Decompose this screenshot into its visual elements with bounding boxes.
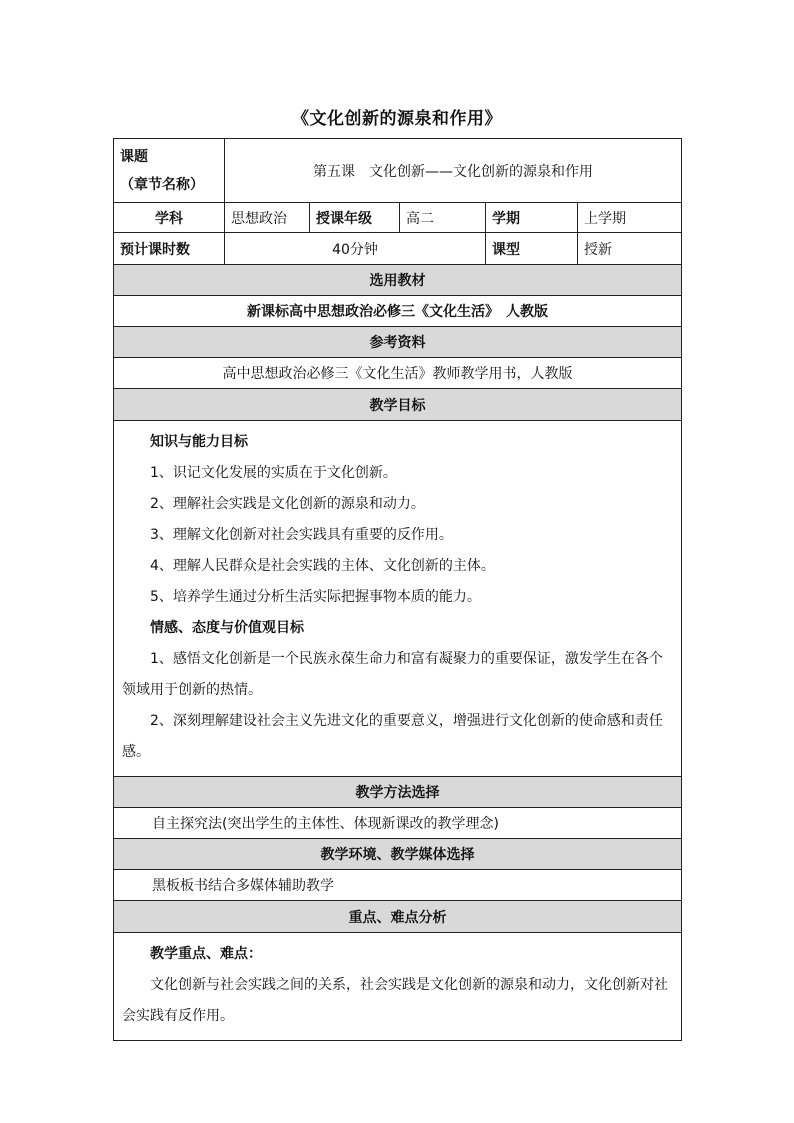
topic-label: 课题 <box>120 148 148 165</box>
goal-item: 5、培养学生通过分析生活实际把握事物本质的能力。 <box>150 589 481 605</box>
goal-item: 4、理解人民群众是社会实践的主体、文化创新的主体。 <box>150 558 495 574</box>
textbook-row <box>114 296 682 327</box>
method-heading-row <box>114 777 682 808</box>
focus-sub-heading: 教学重点、难点： <box>150 946 262 962</box>
hours-row <box>114 233 682 265</box>
goals-heading-row <box>114 389 682 421</box>
topic-value: 第五课 文化创新——文化创新的源泉和作用 <box>225 139 682 203</box>
goals-knowledge-heading: 知识与能力目标 <box>150 434 248 450</box>
reference-row <box>114 358 682 389</box>
reference-value: 高中思想政治必修三《文化生活》教师教学用书，人教版 <box>114 358 682 389</box>
textbook-heading: 选用教材 <box>114 265 682 296</box>
focus-value: 文化创新与社会实践之间的关系，社会实践是文化创新的源泉和动力，文化创新对社会实践有反作用。 <box>122 977 668 1024</box>
grade-value: 高二 <box>400 203 486 233</box>
goal-item: 3、理解文化创新对社会实践具有重要的反作用。 <box>150 527 453 543</box>
focus-heading-row <box>114 901 682 933</box>
focus-heading: 重点、难点分析 <box>114 901 682 933</box>
hours-value: 40分钟 <box>225 233 486 265</box>
grade-label: 授课年级 <box>310 203 400 233</box>
media-heading: 教学环境、教学媒体选择 <box>114 839 682 870</box>
goal-item: 1、感悟文化创新是一个民族永葆生命力和富有凝聚力的重要保证，激发学生在各个领域用于创新的热情。 <box>122 651 663 698</box>
goals-row <box>114 421 682 777</box>
term-value: 上学期 <box>578 203 682 233</box>
media-heading-row <box>114 839 682 870</box>
focus-content <box>114 933 682 1041</box>
media-value: 黑板板书结合多媒体辅助教学 <box>114 870 682 901</box>
goal-item: 2、理解社会实践是文化创新的源泉和动力。 <box>150 496 425 512</box>
hours-label: 预计课时数 <box>114 233 225 265</box>
type-label: 课型 <box>486 233 578 265</box>
media-row <box>114 870 682 901</box>
method-row <box>114 808 682 839</box>
reference-heading: 参考资料 <box>114 327 682 358</box>
topic-row <box>114 139 682 203</box>
reference-heading-row <box>114 327 682 358</box>
subject-row <box>114 203 682 233</box>
subject-label: 学科 <box>114 203 225 233</box>
method-value: 自主探究法(突出学生的主体性、体现新课改的教学理念) <box>114 808 682 839</box>
topic-label-cell <box>114 139 225 203</box>
goals-attitude-heading: 情感、态度与价值观目标 <box>150 620 304 636</box>
focus-row <box>114 933 682 1041</box>
method-heading: 教学方法选择 <box>114 777 682 808</box>
textbook-heading-row <box>114 265 682 296</box>
topic-sublabel: （章节名称） <box>120 176 204 193</box>
subject-value: 思想政治 <box>225 203 310 233</box>
goal-item: 2、深刻理解建设社会主义先进文化的重要意义，增强进行文化创新的使命感和责任感。 <box>122 713 663 760</box>
goals-content <box>114 421 682 777</box>
goals-heading: 教学目标 <box>114 389 682 421</box>
term-label: 学期 <box>486 203 578 233</box>
lesson-plan-table <box>113 138 682 1041</box>
document-title: 《文化创新的源泉和作用》 <box>292 109 502 129</box>
goal-item: 1、识记文化发展的实质在于文化创新。 <box>150 465 397 481</box>
textbook-value: 新课标高中思想政治必修三《文化生活》 人教版 <box>114 296 682 327</box>
type-value: 授新 <box>578 233 682 265</box>
